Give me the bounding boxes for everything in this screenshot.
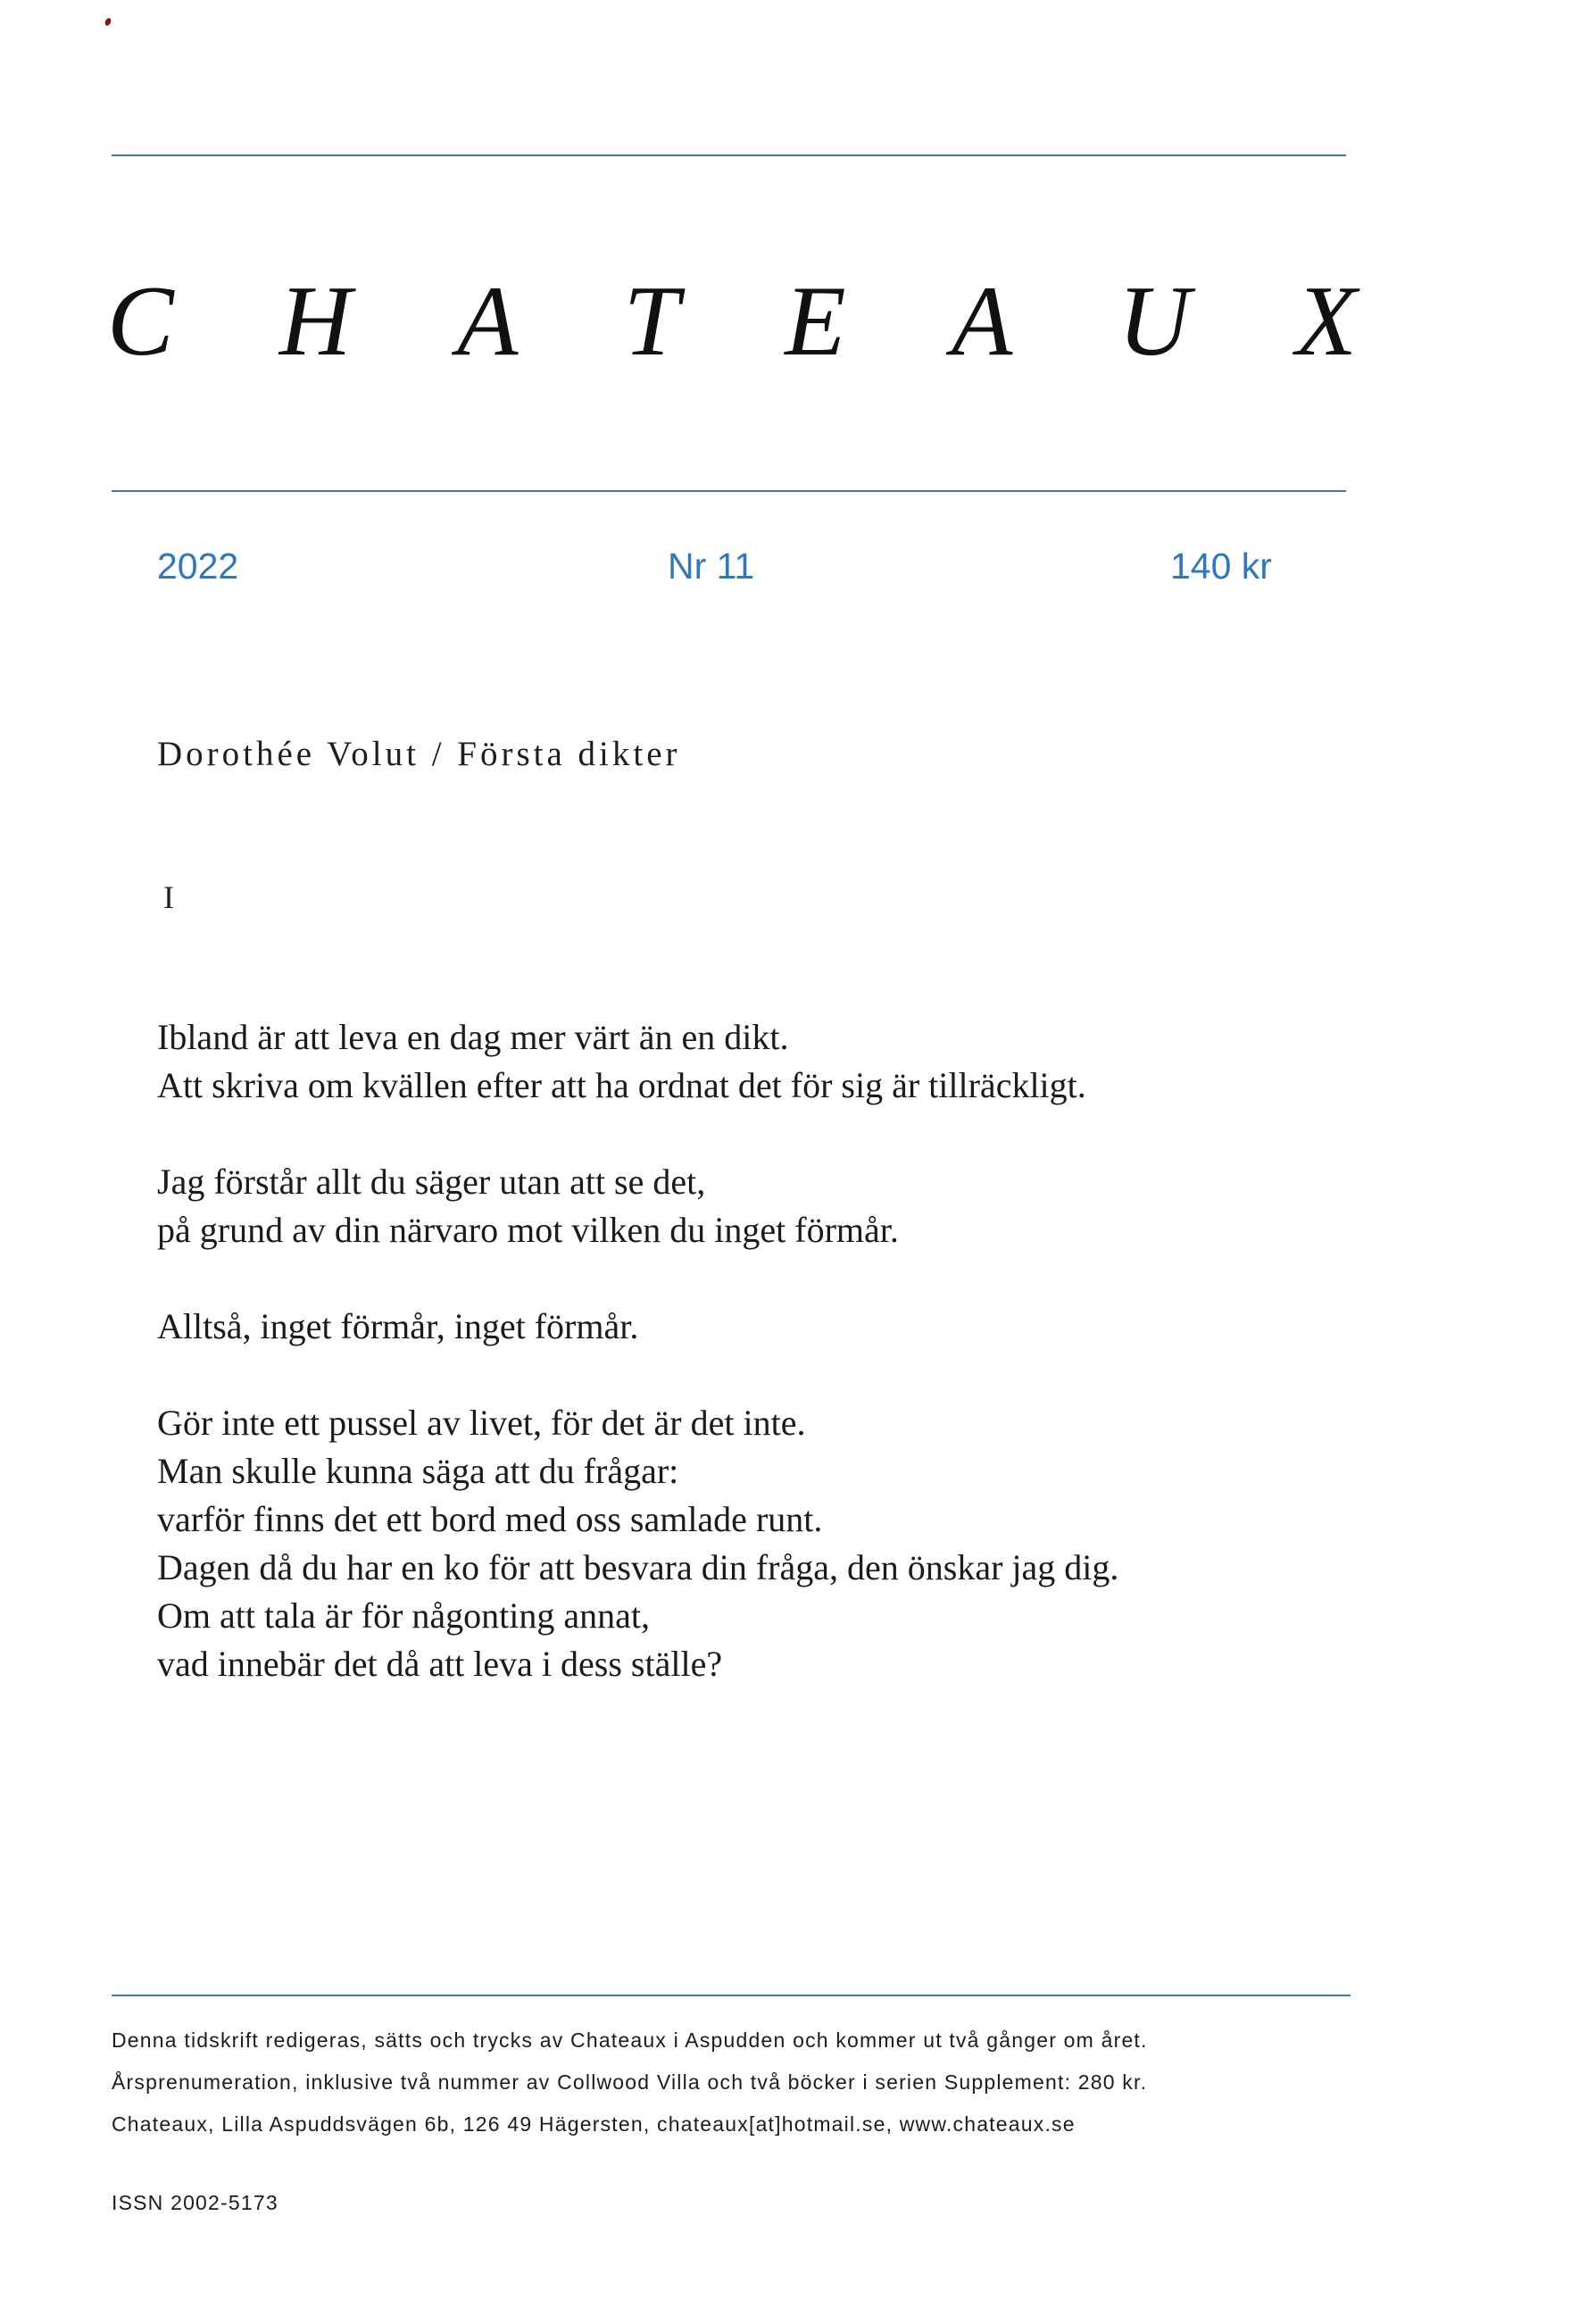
poem-line: Dagen då du har en ko för att besvara din fråga, den önskar jag dig. — [157, 1547, 1119, 1587]
colophon-line: Denna tidskrift redigeras, sätts och trycks av Chateaux i Aspudden och kommer ut två gånger om året. — [112, 2028, 1148, 2052]
poem-line: varför finns det ett bord med oss samlade runt. — [157, 1499, 823, 1539]
masthead-letter: U — [1118, 266, 1191, 377]
issn-number: ISSN 2002-5173 — [112, 2191, 278, 2214]
poem-line: Jag förstår allt du säger utan att se det, — [157, 1162, 706, 1202]
issue-year: 2022 — [157, 546, 239, 587]
masthead-letter: E — [785, 266, 846, 377]
poem-line: Ibland är att leva en dag mer värt än en dikt. — [157, 1017, 789, 1057]
poem-line: Alltså, inget förmår, inget förmår. — [157, 1306, 639, 1346]
poem-line: Att skriva om kvällen efter att ha ordnat det för sig är tillräckligt. — [157, 1065, 1086, 1105]
masthead-bottom-rule — [112, 490, 1346, 492]
section-number: I — [163, 879, 174, 915]
masthead-letter: C — [107, 266, 174, 377]
poem-stanza — [157, 1013, 1407, 1110]
poem — [157, 1013, 1407, 1737]
poem-line: Om att tala är för någonting annat, — [157, 1595, 651, 1636]
masthead-letter: X — [1295, 266, 1357, 377]
poem-line: Gör inte ett pussel av livet, för det är det inte. — [157, 1403, 806, 1443]
poem-stanza — [157, 1303, 1407, 1351]
poem-line: vad innebär det då att leva i dess ställe? — [157, 1644, 723, 1684]
poem-stanza — [157, 1158, 1407, 1254]
author-title-byline: Dorothée Volut / Första dikter — [157, 735, 681, 773]
poem-line: Man skulle kunna säga att du frågar: — [157, 1451, 679, 1491]
colophon — [112, 2020, 1379, 2145]
colophon-line: Årsprenumeration, inklusive två nummer av Collwood Villa och två böcker i serien Supplement: 280 kr. — [112, 2070, 1148, 2094]
issue-number: Nr 11 — [668, 546, 755, 587]
top-rule — [112, 154, 1346, 156]
poem-line: på grund av din närvaro mot vilken du inget förmår. — [157, 1210, 899, 1250]
colophon-rule — [112, 1995, 1351, 1996]
poem-stanza — [157, 1399, 1407, 1688]
masthead-letter: A — [457, 266, 519, 377]
ink-speck — [104, 17, 112, 27]
issue-price: 140 kr — [1170, 546, 1272, 587]
masthead-letter: T — [623, 266, 679, 377]
colophon-line: Chateaux, Lilla Aspuddsvägen 6b, 126 49 Hägersten, chateaux[at]hotmail.se, www.chateaux.se — [112, 2112, 1076, 2136]
masthead-letter: H — [278, 266, 352, 377]
masthead-letter: A — [951, 266, 1013, 377]
masthead-title — [107, 263, 1357, 379]
